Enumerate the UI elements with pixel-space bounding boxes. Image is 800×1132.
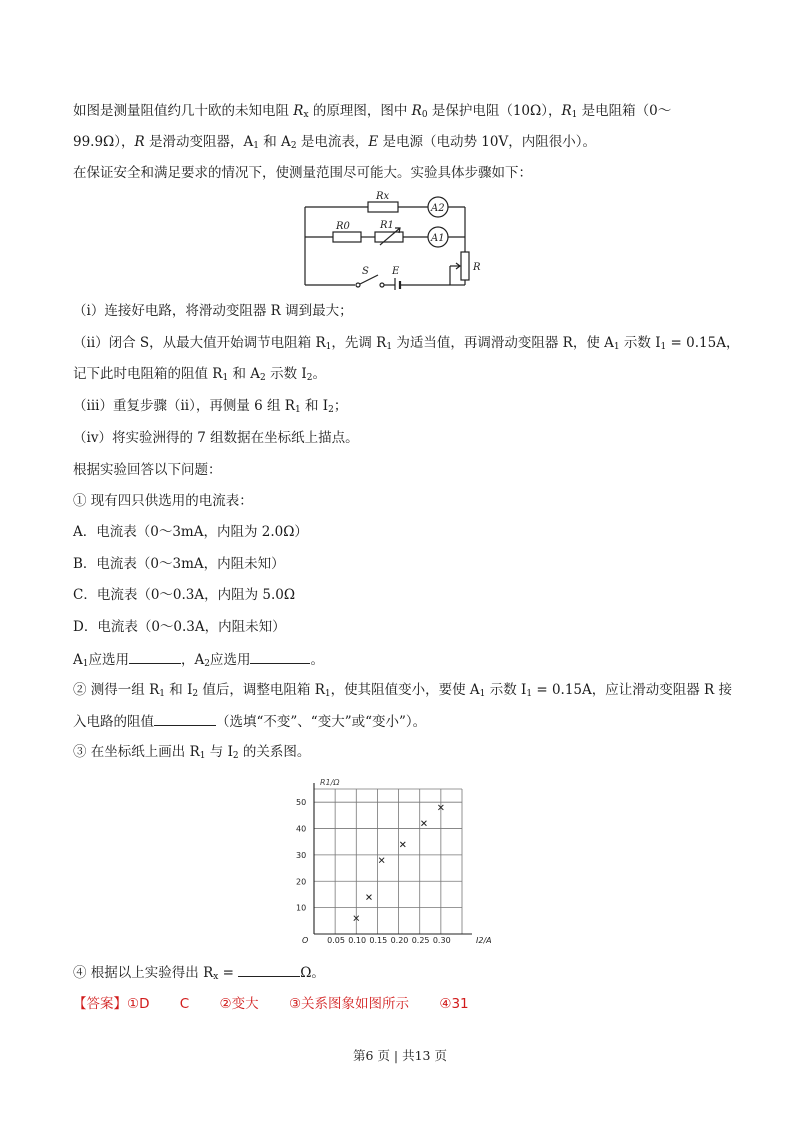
q2-line-2: 入电路的阻值 （选填“不变”、“变大”或“变小”）。 (73, 711, 426, 732)
step-1: （i）连接好电路，将滑动变阻器 R 调到最大； (73, 303, 353, 319)
label-r1: R1 (380, 220, 394, 231)
answer-label: 【答案】①D (73, 996, 150, 1012)
q1-option-b: B．电流表（0～3mA，内阻未知） (73, 556, 285, 572)
step-3: （iii）重复步骤（ii），再侧量 6 组 $R_1$ 和 $I_2$； (73, 398, 348, 415)
y-tick-label: 40 (296, 824, 307, 834)
data-point (366, 895, 371, 900)
label-r: R (473, 262, 481, 273)
answer-q4: ④31 (439, 996, 469, 1012)
answer-q3: ③关系图象如图所示 (288, 996, 410, 1012)
data-point (400, 842, 405, 847)
q4-line: ④ 根据以上实验得出 $R_x = \Omega$。 (73, 962, 325, 987)
q1-option-a: A．电流表（0～3mA，内阻为 2.0Ω） (73, 524, 308, 540)
x-axis-label: I2/A (476, 936, 492, 945)
x-tick-label: 0.30 (432, 936, 451, 945)
x-tick-label: 0.15 (369, 936, 388, 945)
y-tick-label: 30 (296, 850, 307, 860)
questions-intro: 根据实验回答以下问题： (73, 462, 222, 478)
x-tick-label: 0.25 (411, 936, 430, 945)
answer-line (73, 992, 495, 1012)
q1-option-d: D．电流表（0～0.3A，内阻未知） (73, 619, 286, 635)
q2-line-1: ② 测得一组 $R_1$ 和 $I_2$ 值后，调整电阻箱 $R_1$，使其阻值变小，要使 $A_1$ 示数 $I_1 = 0.15A$，应让滑动变阻器 R 接 (73, 682, 733, 699)
q1-title: ① 现有四只供选用的电流表： (73, 493, 253, 509)
y-tick-label: 50 (296, 798, 307, 808)
q1-option-c: C．电流表（0～0.3A，内阻为 5.0Ω (73, 587, 296, 603)
intro-line-3: 在保证安全和满足要求的情况下，使测量范围尽可能大。实验具体步骤如下： (73, 165, 532, 181)
label-s: S (362, 266, 369, 277)
answer-q2: ②变大 (219, 996, 259, 1012)
q1-blank-a2[interactable] (250, 649, 310, 664)
x-tick-label: 0.10 (348, 936, 367, 945)
step-2-line-1: （ii）闭合 S，从最大值开始调节电阻箱 $R_1$，先调 $R_1$ 为适当值，再调滑动变阻器 R，使 $A_1$ 示数 $I_1 = 0.15A$， (73, 335, 740, 352)
x-tick-label: 0.20 (390, 936, 409, 945)
label-a2: A2 (431, 203, 445, 214)
label-rx: Rx (376, 191, 390, 202)
origin-label: O (302, 936, 309, 945)
q3-line: ③ 在坐标纸上画出 $R_1$ 与 $I_2$ 的关系图。 (73, 744, 311, 761)
intro-line-2: 99.9Ω），R 是滑动变阻器，$A_1$ 和 $A_2$ 是电流表，E 是电源（电动势 10V，内阻很小）。 (73, 134, 596, 151)
step-2-line-2: 记下此时电阻箱的阻值 $R_1$ 和 $A_2$ 示数 $I_2$。 (73, 366, 326, 383)
q1-fill-line: $A_1$应选用 ，$A_2$应选用 。 (73, 649, 324, 674)
y-tick-label: 10 (296, 903, 307, 913)
intro-line-1: 如图是测量阻值约几十欧的未知电阻 $R_x$ 的原理图，图中 $R_0$ 是保护电阻（10Ω），$R_1$ 是电阻箱（0～ (73, 103, 672, 120)
label-e: E (392, 266, 400, 277)
label-a1: A1 (431, 233, 445, 244)
circuit-diagram (300, 190, 495, 290)
y-axis-label: R1/Ω (320, 778, 340, 787)
label-r0: R0 (336, 221, 350, 232)
answer-q1-a2: C (179, 996, 190, 1012)
page-footer: 第6 页 | 共13 页 (353, 1048, 447, 1063)
q2-blank[interactable] (154, 711, 216, 726)
q1-blank-a1[interactable] (129, 649, 181, 664)
data-point (379, 858, 384, 863)
x-tick-label: 0.05 (327, 936, 345, 945)
y-tick-label: 20 (296, 877, 307, 887)
step-4: （iv）将实验洲得的 7 组数据在坐标纸上描点。 (73, 430, 359, 446)
r1-i2-graph (290, 775, 500, 950)
data-point (421, 821, 426, 826)
q4-blank[interactable] (238, 962, 300, 977)
